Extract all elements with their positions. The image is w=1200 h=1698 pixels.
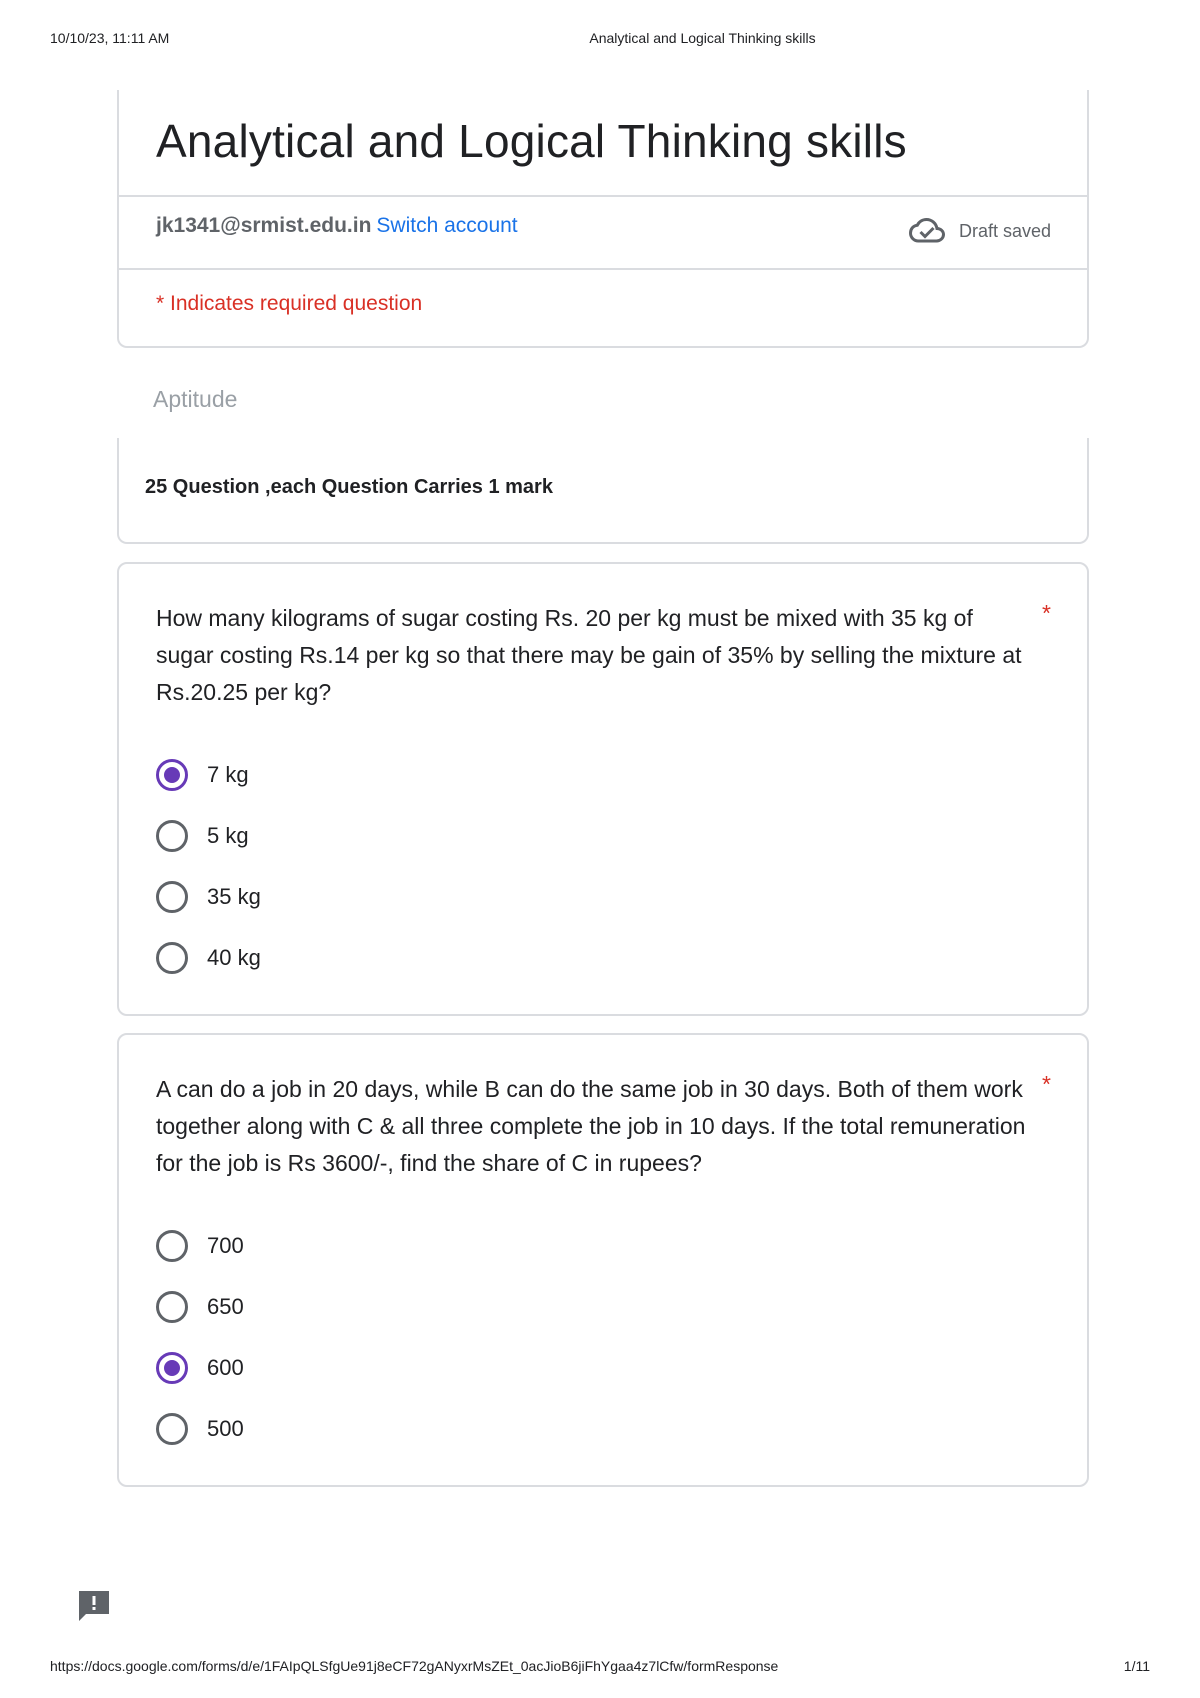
print-datetime: 10/10/23, 11:11 AM (50, 30, 170, 46)
option-label: 7 kg (207, 761, 249, 787)
required-note: * Indicates required question (156, 292, 423, 315)
radio-option[interactable] (156, 866, 261, 927)
feedback-icon[interactable] (78, 1590, 110, 1622)
draft-status-text: Draft saved (958, 220, 1051, 241)
form-header-card (117, 90, 1089, 348)
radio-button-selected[interactable] (156, 759, 188, 791)
radio-button[interactable] (156, 1291, 188, 1323)
page-number: 1/11 (1123, 1658, 1150, 1674)
radio-button[interactable] (156, 1230, 188, 1262)
radio-option[interactable] (156, 744, 261, 805)
option-label: 35 kg (207, 883, 261, 909)
radio-group (156, 744, 261, 988)
question-text: A can do a job in 20 days, while B can do the same job in 30 days. Both of them work together along with C & all three complete the job in 10 days. If the total remuneration for the job is Rs 3600/-, find the share of C in rupees? (156, 1076, 1026, 1176)
radio-button[interactable] (156, 881, 188, 913)
option-label: 40 kg (207, 944, 261, 970)
divider (119, 195, 1087, 197)
radio-option[interactable] (156, 1398, 244, 1459)
print-url: https://docs.google.com/forms/d/e/1FAIpQLSfgUe91j8eCF72gANyxrMsZEt_0acJioB6jiFhYgaa4z7lCfw/formResponse (50, 1658, 779, 1674)
radio-button[interactable] (156, 1413, 188, 1445)
radio-button[interactable] (156, 820, 188, 852)
question-text: How many kilograms of sugar costing Rs. 20 per kg must be mixed with 35 kg of sugar costing Rs.14 per kg so that there may be gain of 35% by selling the mixture at Rs.20.25 per kg? (156, 605, 1022, 705)
radio-option[interactable] (156, 1215, 244, 1276)
draft-status (909, 218, 1051, 244)
option-label: 700 (207, 1232, 244, 1258)
option-label: 600 (207, 1354, 244, 1380)
radio-option[interactable] (156, 1337, 244, 1398)
option-label: 500 (207, 1415, 244, 1441)
required-asterisk: * (1042, 600, 1051, 626)
option-label: 5 kg (207, 822, 249, 848)
section-title: Aptitude (153, 386, 238, 412)
print-page-title: Analytical and Logical Thinking skills (589, 30, 816, 46)
divider (119, 268, 1087, 270)
radio-option[interactable] (156, 805, 261, 866)
print-header (0, 30, 1200, 50)
radio-option[interactable] (156, 927, 261, 988)
account-row (156, 214, 518, 238)
required-asterisk: * (1042, 1071, 1051, 1097)
radio-button[interactable] (156, 942, 188, 974)
section-description-card (117, 438, 1089, 544)
section-description: 25 Question ,each Question Carries 1 mark (145, 476, 553, 498)
radio-group (156, 1215, 244, 1459)
radio-button-selected[interactable] (156, 1352, 188, 1384)
question-card (117, 1033, 1089, 1487)
radio-option[interactable] (156, 1276, 244, 1337)
switch-account-link[interactable]: Switch account (376, 214, 518, 237)
option-label: 650 (207, 1293, 244, 1319)
form-title: Analytical and Logical Thinking skills (156, 115, 907, 167)
question-card (117, 562, 1089, 1016)
cloud-done-icon (909, 218, 945, 244)
account-email: jk1341@srmist.edu.in (156, 214, 372, 237)
